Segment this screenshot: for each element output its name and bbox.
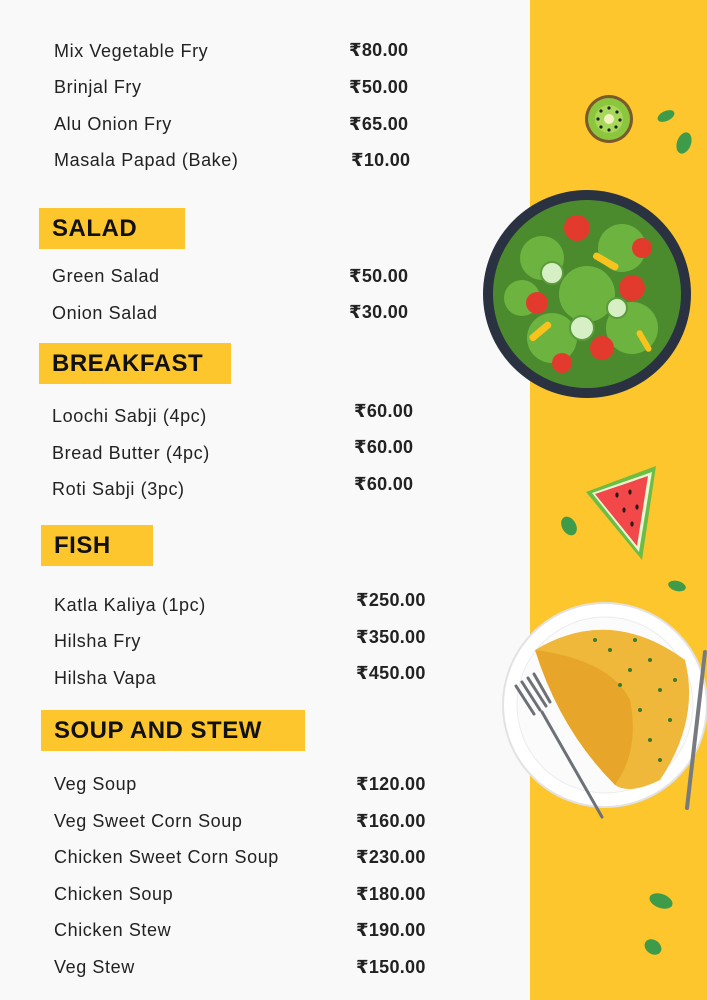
menu-item-name: Veg Sweet Corn Soup	[54, 811, 243, 831]
menu-item-name: Hilsha Vapa	[54, 668, 157, 688]
menu-item-name: Loochi Sabji (4pc)	[52, 406, 207, 426]
salad-bowl-icon	[482, 188, 692, 400]
watermelon-icon	[582, 462, 662, 562]
menu-item-price: ₹30.00	[349, 302, 409, 322]
section-heading-soup-and-stew: SOUP AND STEW	[41, 710, 305, 751]
menu-item-price: ₹190.00	[356, 920, 426, 940]
menu-item-price: ₹60.00	[354, 437, 414, 457]
menu-item-name: Green Salad	[52, 266, 160, 286]
menu-item-name: Brinjal Fry	[54, 77, 142, 97]
menu-item-price: ₹50.00	[349, 266, 409, 286]
menu-item-name: Onion Salad	[52, 303, 158, 323]
menu-item-name: Mix Vegetable Fry	[54, 41, 209, 61]
menu-item-price: ₹450.00	[356, 663, 426, 683]
menu-item-price: ₹350.00	[356, 627, 426, 647]
mint-leaf-icon	[640, 935, 666, 959]
mint-leaf-icon	[558, 514, 580, 538]
menu-item-price: ₹250.00	[356, 590, 426, 610]
menu-item-price: ₹80.00	[349, 40, 409, 60]
menu-item-price: ₹60.00	[354, 401, 414, 421]
menu-item-name: Chicken Stew	[54, 920, 172, 940]
menu-item-price: ₹50.00	[349, 77, 409, 97]
fork-icon	[512, 672, 608, 822]
menu-item-name: Bread Butter (4pc)	[52, 443, 210, 463]
kiwi-icon	[584, 94, 634, 144]
menu-item-name: Hilsha Fry	[54, 631, 142, 651]
mint-leaf-icon	[673, 130, 695, 156]
menu-item-price: ₹160.00	[356, 811, 426, 831]
menu-item-name: Masala Papad (Bake)	[54, 150, 239, 170]
menu-item-name: Katla Kaliya (1pc)	[54, 595, 206, 615]
menu-item-price: ₹230.00	[356, 847, 426, 867]
menu-item-name: Chicken Soup	[54, 884, 174, 904]
menu-item-price: ₹150.00	[356, 957, 426, 977]
menu-item-name: Veg Soup	[54, 774, 137, 794]
menu-item-price: ₹10.00	[351, 150, 411, 170]
menu-item-price: ₹120.00	[356, 774, 426, 794]
menu-item-name: Chicken Sweet Corn Soup	[54, 847, 279, 867]
menu-item-price: ₹60.00	[354, 474, 414, 494]
menu-item-price: ₹65.00	[349, 114, 409, 134]
mint-leaf-icon	[655, 108, 677, 124]
section-heading-salad: SALAD	[39, 208, 185, 249]
menu-item-name: Veg Stew	[54, 957, 135, 977]
mint-leaf-icon	[646, 890, 676, 912]
menu-item-price: ₹180.00	[356, 884, 426, 904]
mint-leaf-icon	[666, 578, 688, 594]
section-heading-breakfast: BREAKFAST	[39, 343, 231, 384]
menu-item-name: Alu Onion Fry	[54, 114, 172, 134]
section-heading-fish: FISH	[41, 525, 153, 566]
knife-icon	[683, 650, 707, 810]
menu-item-name: Roti Sabji (3pc)	[52, 479, 185, 499]
